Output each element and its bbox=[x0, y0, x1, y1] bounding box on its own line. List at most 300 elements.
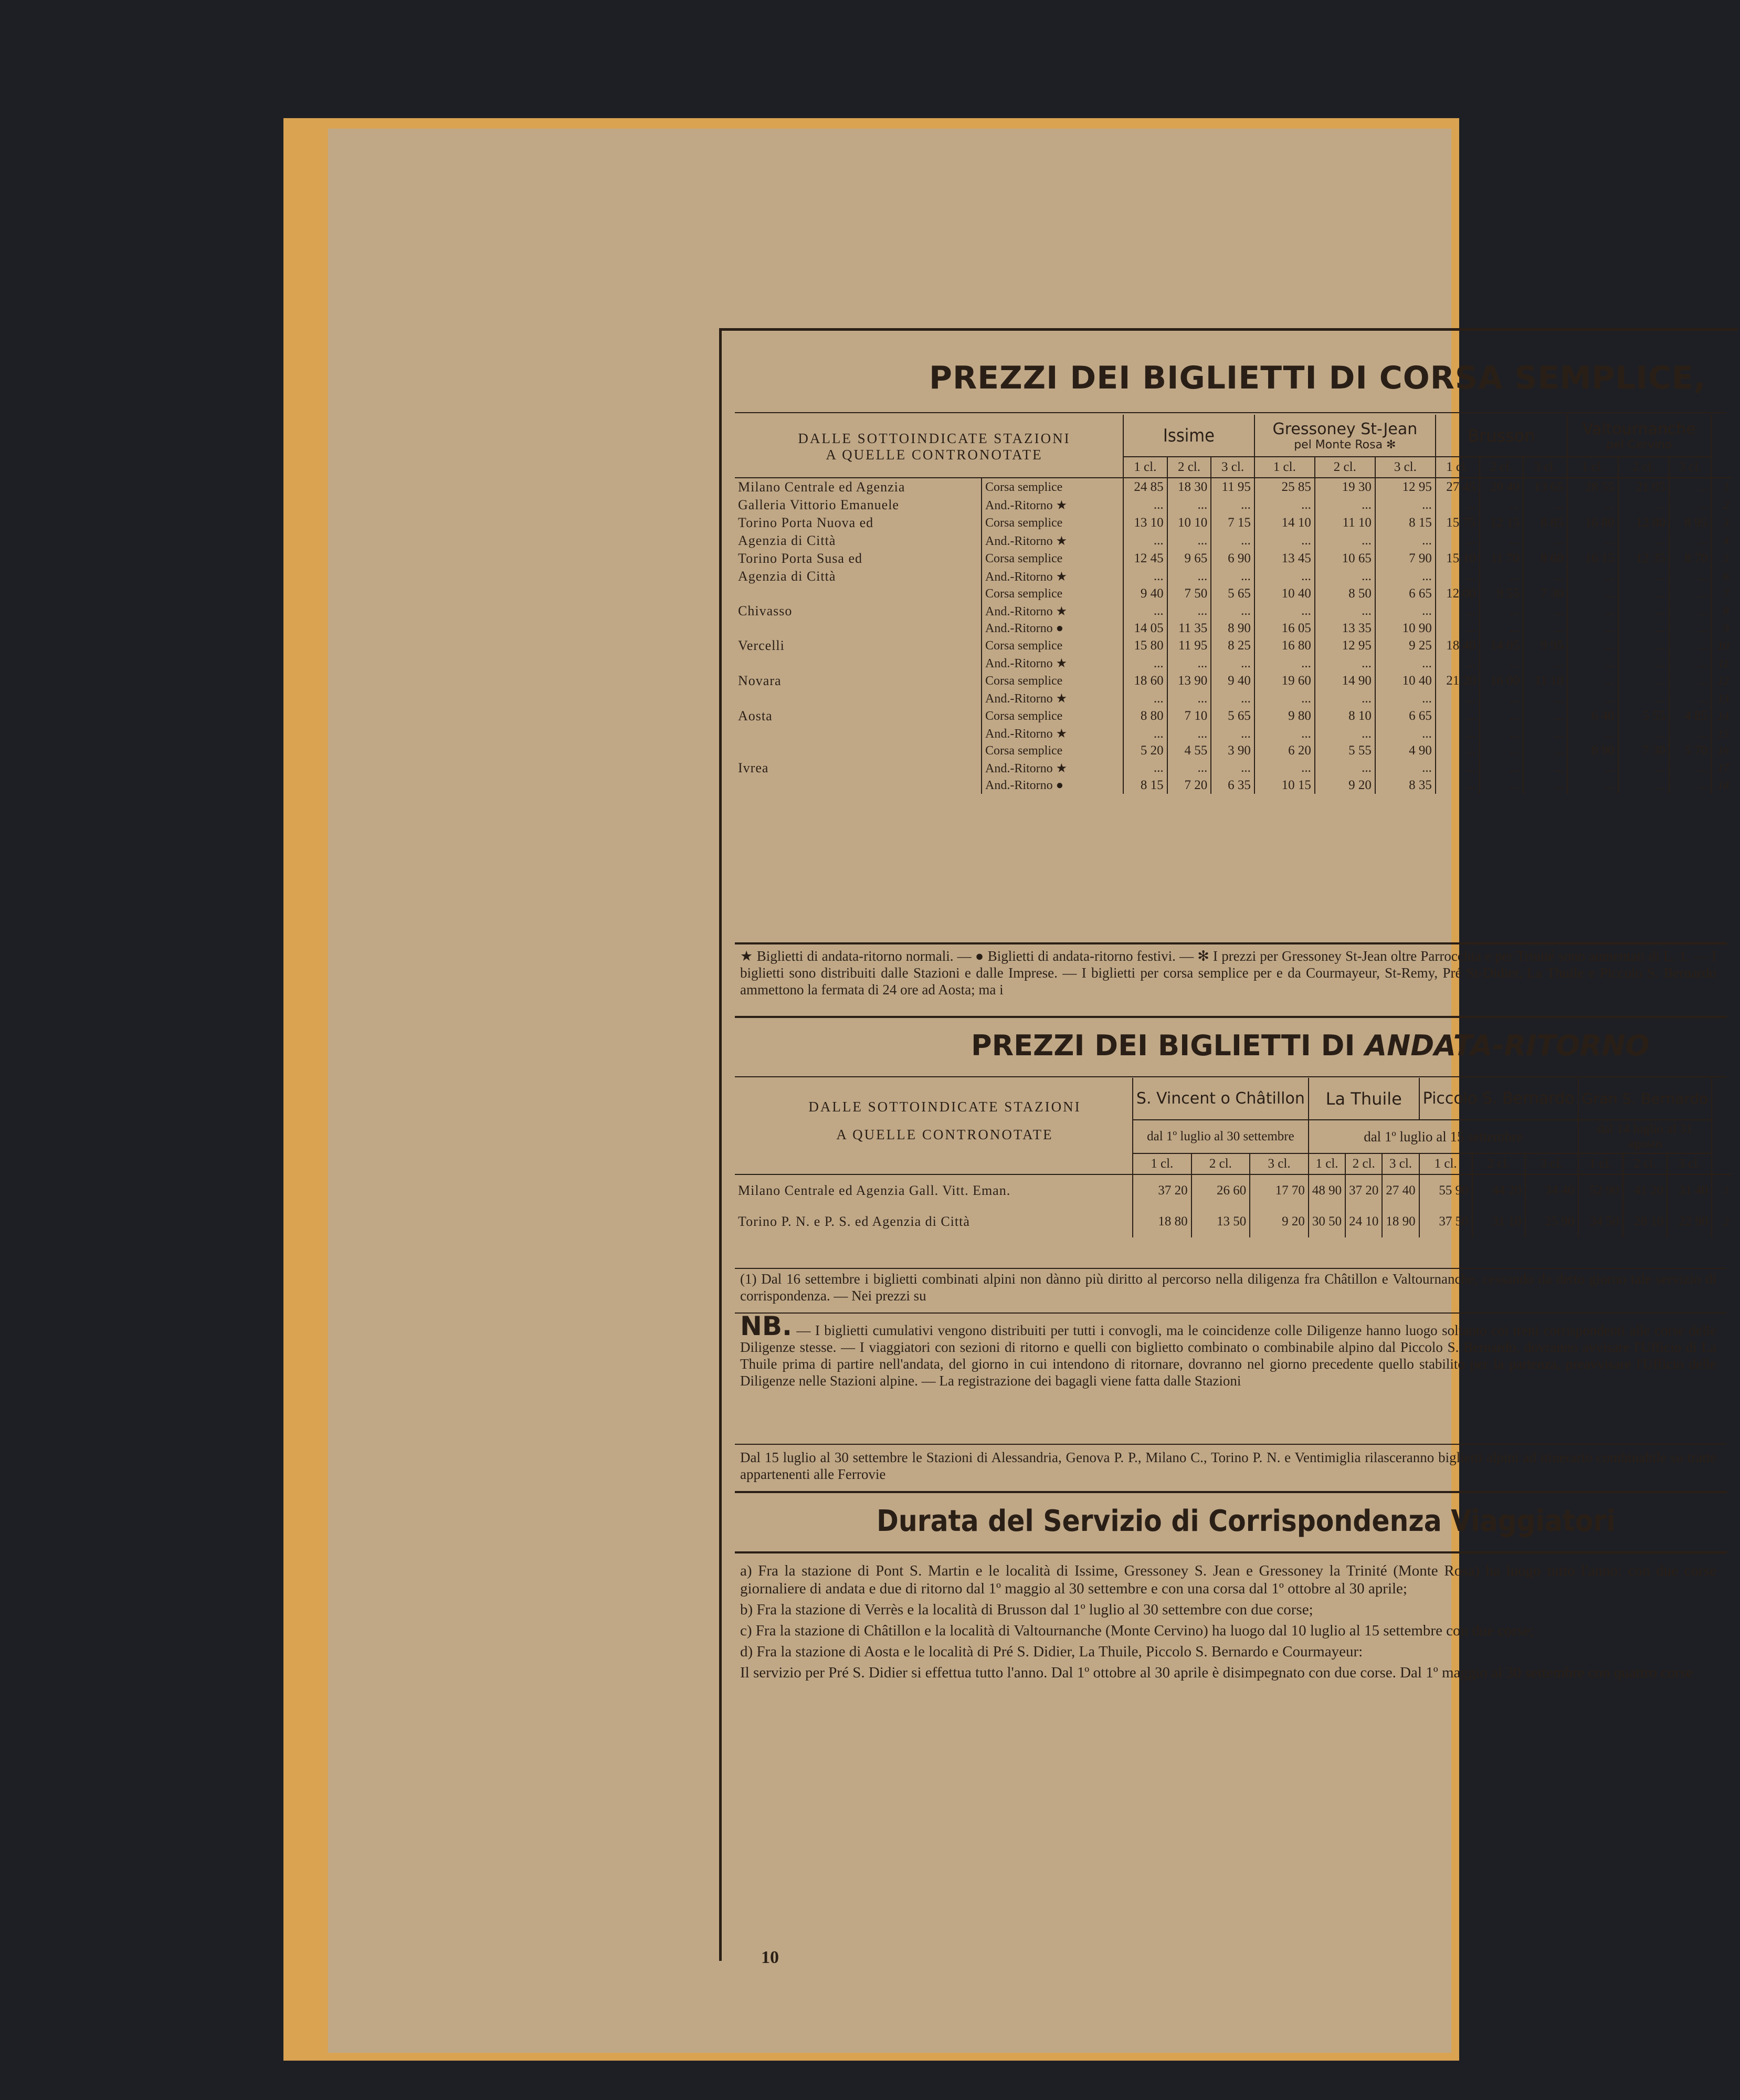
fare-cell: 5 55 bbox=[1315, 742, 1375, 759]
fare-cell: ... bbox=[1523, 707, 1567, 725]
fare-cell: ... bbox=[1167, 725, 1211, 742]
fare-cell: 25 90 bbox=[1525, 1206, 1578, 1237]
title-part: PREZZI DEI BIGLIETTI DI bbox=[971, 1029, 1355, 1062]
class-header: 1 cl. bbox=[1419, 1153, 1472, 1174]
ticket-kind: And.-Ritorno ★ bbox=[982, 602, 1123, 620]
fare-cell: 13 45 bbox=[1254, 550, 1315, 568]
fare-cell: 9 20 bbox=[1315, 777, 1375, 794]
class-header: 1 cl. bbox=[1578, 1153, 1623, 1174]
fare-cell: 24 85 bbox=[1123, 478, 1167, 496]
fare-cell: ... bbox=[1167, 655, 1211, 672]
fare-cell: ... bbox=[1618, 725, 1669, 742]
fare-cell: ... bbox=[1480, 725, 1524, 742]
fare-cell: ... bbox=[1669, 725, 1711, 742]
station-name: Vercelli bbox=[738, 638, 785, 653]
dest-st-vincent: S. Vincent o Châtillon bbox=[1133, 1078, 1309, 1120]
fare-cell: ... bbox=[1669, 690, 1711, 707]
header-line: A QUELLE CONTRONOTATE bbox=[826, 447, 1043, 463]
date-range: dal 1º luglio al 15 settembre bbox=[1309, 1120, 1578, 1153]
class-header: 3 cl. bbox=[1669, 457, 1711, 478]
fare-cell: 18 40 bbox=[1436, 637, 1480, 655]
fare-cell: ... bbox=[1167, 568, 1211, 585]
fare-cell: ... bbox=[1480, 655, 1524, 672]
fare-cell: 12 15 bbox=[1480, 514, 1524, 532]
fare-cell: ... bbox=[1167, 759, 1211, 777]
fare-cell: ... bbox=[1315, 725, 1375, 742]
fare-cell: 31 10 bbox=[1472, 1206, 1525, 1237]
fare-cell: ... bbox=[1669, 672, 1711, 690]
ticket-kind: Corsa semplice bbox=[982, 585, 1123, 602]
line-number: 1 bbox=[1711, 478, 1732, 496]
fare-cell: ... bbox=[1436, 620, 1480, 637]
rule bbox=[735, 412, 1727, 413]
note-alpine-tickets: Dal 15 luglio al 30 settembre le Stazioni di Alessandria, Genova P. P., Milano C., Torino P. N. e Ventimiglia rilasceranno biglietti alpini ad itinerario combinabile su tratte appartenenti alle Ferrovie bbox=[740, 1450, 1716, 1482]
line-no-header bbox=[1711, 457, 1732, 478]
fare-cell: 16 05 bbox=[1254, 620, 1315, 637]
fare-cell: 8 15 bbox=[1375, 514, 1436, 532]
fare-cell: ... bbox=[1436, 602, 1480, 620]
class-header: 2 cl. bbox=[1480, 457, 1524, 478]
station-name bbox=[735, 690, 982, 707]
fare-cell: 6 65 bbox=[1375, 707, 1436, 725]
fare-cell: 8 70 bbox=[1669, 550, 1711, 568]
fare-cell: ... bbox=[1254, 655, 1315, 672]
dest-issime: Issime bbox=[1123, 415, 1254, 457]
dest-gressoney: Gressoney St-Jean pel Monte Rosa ✻ bbox=[1254, 415, 1436, 457]
class-header: 3 cl. bbox=[1250, 1153, 1309, 1174]
fare-cell: ... bbox=[1480, 602, 1524, 620]
table-row bbox=[735, 690, 1732, 707]
fare-cell: ... bbox=[1211, 725, 1254, 742]
fare-cell: ... bbox=[1480, 532, 1524, 550]
table-row bbox=[735, 550, 1732, 568]
fare-cell: ... bbox=[1123, 568, 1167, 585]
fare-cell: 26 60 bbox=[1191, 1174, 1250, 1206]
class-header: 1 cl. bbox=[1567, 457, 1618, 478]
line-number: 13 bbox=[1711, 690, 1732, 707]
line-number: 11 bbox=[1711, 655, 1732, 672]
fare-cell: 13 90 bbox=[1167, 672, 1211, 690]
rule bbox=[735, 1076, 1727, 1077]
fare-cell: ... bbox=[1618, 620, 1669, 637]
fare-cell: 28 55 bbox=[1567, 478, 1618, 496]
fare-cell: ... bbox=[1480, 620, 1524, 637]
fare-cell: 8 80 bbox=[1123, 707, 1167, 725]
line-number: 18 bbox=[1711, 777, 1732, 794]
fare-cell: 18 30 bbox=[1167, 478, 1211, 496]
date-range: dal 14 luglio al 31 agosto bbox=[1578, 1120, 1712, 1153]
fare-cell: 27 45 bbox=[1436, 478, 1480, 496]
fare-cell: 4 90 bbox=[1375, 742, 1436, 759]
station-name: Novara bbox=[738, 673, 782, 688]
station-name: Agenzia di Città bbox=[738, 569, 836, 584]
fare-cell: 6 35 bbox=[1211, 777, 1254, 794]
fare-cell: 14 90 bbox=[1315, 672, 1375, 690]
fare-cell: ... bbox=[1567, 585, 1618, 602]
fare-cell: 8 10 bbox=[1315, 707, 1375, 725]
station-name: Galleria Vittorio Emanuele bbox=[738, 497, 899, 512]
fare-cell: 34 50 bbox=[1578, 1206, 1623, 1237]
header-line: DALLE SOTTOINDICATE STAZIONI bbox=[808, 1099, 1081, 1115]
class-header: 2 cl. bbox=[1167, 457, 1211, 478]
fare-cell: ... bbox=[1618, 585, 1669, 602]
fare-cell: 7 30 bbox=[1618, 742, 1669, 759]
fare-cell: 18 90 bbox=[1382, 1206, 1419, 1237]
table-row bbox=[735, 707, 1732, 725]
notes-single-fares: ★ Biglietti di andata-ritorno normali. — ● Biglietti di andata-ritorno festivi. — ✻ I prezzi per Gressoney St-Jean oltre Parrocchia e per Trinité sono aumentati di L. 1. — I biglietti sono distribuiti dalle Stazioni e dalle Imprese. — I biglietti per corsa semplice per e da Courmayeur, St-Remy, Pré St-Didier, La Thuile e Piccolo S. Bernardo ammettono la fermata di 24 ore ad Aosta; ma i bbox=[740, 948, 1716, 998]
class-header: 2 cl. bbox=[1315, 457, 1375, 478]
fare-cell: ... bbox=[1254, 568, 1315, 585]
fare-cell: ... bbox=[1375, 568, 1436, 585]
fare-cell: 7 15 bbox=[1211, 514, 1254, 532]
fare-cell: 37 50 bbox=[1419, 1206, 1472, 1237]
table-row bbox=[735, 532, 1732, 550]
dest-valtournanche: Valtournanche pel Cervino bbox=[1567, 415, 1711, 457]
class-header: 1 cl. bbox=[1309, 1153, 1345, 1174]
fare-cell: ... bbox=[1567, 620, 1618, 637]
fare-cell: ... bbox=[1480, 759, 1524, 777]
fare-cell: ... bbox=[1480, 777, 1524, 794]
header-line: DALLE SOTTOINDICATE STAZIONI bbox=[798, 430, 1071, 446]
fare-cell: 13 65 bbox=[1523, 478, 1567, 496]
fare-cell: ... bbox=[1254, 725, 1315, 742]
class-header: 1 cl. bbox=[1254, 457, 1315, 478]
printed-page bbox=[719, 328, 1737, 2045]
line-number: 3 bbox=[1711, 514, 1732, 532]
nb-label: NB. bbox=[740, 1311, 792, 1341]
fare-cell: 15 75 bbox=[1436, 514, 1480, 532]
fare-table-return bbox=[735, 1078, 1732, 1237]
fare-cell: 10 65 bbox=[1315, 550, 1375, 568]
fare-cell: ... bbox=[1254, 759, 1315, 777]
fare-cell: ... bbox=[1567, 672, 1618, 690]
fare-cell: 37 20 bbox=[1345, 1174, 1382, 1206]
fare-cell: 28 10 bbox=[1623, 1206, 1668, 1237]
station-name: Chivasso bbox=[738, 603, 793, 618]
fare-cell: ... bbox=[1436, 707, 1480, 725]
fare-cell: ... bbox=[1669, 478, 1711, 496]
line-no-header bbox=[1712, 1153, 1732, 1174]
dest-la-thuile: La Thuile bbox=[1309, 1078, 1419, 1120]
fare-cell: 11 70 bbox=[1480, 550, 1524, 568]
fare-cell: ... bbox=[1523, 602, 1567, 620]
station-name bbox=[735, 620, 982, 637]
fare-cell: ... bbox=[1523, 690, 1567, 707]
station-name: Milano Centrale ed Agenzia bbox=[738, 479, 905, 495]
ticket-kind: Corsa semplice bbox=[982, 478, 1123, 496]
line-number: 9 bbox=[1711, 620, 1732, 637]
fare-cell: 7 20 bbox=[1167, 777, 1211, 794]
fare-cell: ... bbox=[1375, 496, 1436, 514]
line-number: 6 bbox=[1711, 568, 1732, 585]
header-line: A QUELLE CONTRONOTATE bbox=[836, 1127, 1053, 1142]
ticket-kind: And.-Ritorno ★ bbox=[982, 690, 1123, 707]
rule bbox=[735, 942, 1727, 944]
fare-cell: ... bbox=[1523, 725, 1567, 742]
fare-cell: 8 90 bbox=[1567, 742, 1618, 759]
fare-cell: ... bbox=[1567, 690, 1618, 707]
fare-cell: ... bbox=[1618, 655, 1669, 672]
fare-cell: ... bbox=[1618, 690, 1669, 707]
table-row bbox=[735, 1174, 1732, 1206]
ticket-kind: And.-Ritorno ● bbox=[982, 777, 1123, 794]
fare-cell: ... bbox=[1669, 637, 1711, 655]
line-number: 1 bbox=[1712, 1174, 1732, 1206]
fare-cell: ... bbox=[1480, 742, 1524, 759]
date-range: dal 1º luglio al 30 settembre bbox=[1133, 1120, 1309, 1153]
fare-cell: 8 60 bbox=[1523, 550, 1567, 568]
fare-cell: ... bbox=[1523, 777, 1567, 794]
frame-top-rule bbox=[719, 328, 1737, 331]
fare-cell: ... bbox=[1567, 759, 1618, 777]
station-name: Ivrea bbox=[738, 760, 769, 775]
fare-cell: 9 55 bbox=[1480, 585, 1524, 602]
line-number: 16 bbox=[1711, 742, 1732, 759]
fare-cell: 37 20 bbox=[1133, 1174, 1191, 1206]
paper-page bbox=[328, 129, 1729, 2053]
fare-cell: ... bbox=[1436, 532, 1480, 550]
table-row bbox=[735, 620, 1732, 637]
fare-cell: ... bbox=[1254, 602, 1315, 620]
fare-cell: 12 35 bbox=[1618, 550, 1669, 568]
fare-cell: ... bbox=[1567, 532, 1618, 550]
dest-gran-s-bernardo: Gran S. Bernardo bbox=[1578, 1078, 1712, 1120]
table-row bbox=[735, 637, 1732, 655]
duration-b: b) Fra la stazione di Verrès e la località di Brusson dal 1º luglio al 30 settembre con due corse; bbox=[740, 1601, 1313, 1618]
fare-cell: 15 80 bbox=[1123, 637, 1167, 655]
ticket-kind: Corsa semplice bbox=[982, 742, 1123, 759]
fare-cell: 8 90 bbox=[1211, 620, 1254, 637]
fare-cell: 10 15 bbox=[1254, 777, 1315, 794]
fare-cell: ... bbox=[1254, 532, 1315, 550]
fare-cell: 7 30 bbox=[1523, 585, 1567, 602]
fare-cell: ... bbox=[1211, 496, 1254, 514]
fare-cell: 12 00 bbox=[1436, 585, 1480, 602]
fare-cell: ... bbox=[1123, 496, 1167, 514]
fare-cell: 55 90 bbox=[1419, 1174, 1472, 1206]
fare-cell: ... bbox=[1123, 759, 1167, 777]
fare-cell: ... bbox=[1167, 602, 1211, 620]
fare-cell: ... bbox=[1480, 707, 1524, 725]
fare-cell: ... bbox=[1315, 655, 1375, 672]
line-number: 4 bbox=[1711, 532, 1732, 550]
fare-cell: 13 35 bbox=[1315, 620, 1375, 637]
class-header: 2 cl. bbox=[1345, 1153, 1382, 1174]
fare-cell: ... bbox=[1375, 602, 1436, 620]
ticket-kind: And.-Ritorno ★ bbox=[982, 568, 1123, 585]
table-row bbox=[735, 478, 1732, 496]
fare-cell: ... bbox=[1618, 532, 1669, 550]
fare-cell: 6 40 bbox=[1567, 707, 1618, 725]
fare-cell: ... bbox=[1436, 742, 1480, 759]
fare-cell: 7 10 bbox=[1167, 707, 1211, 725]
nb-text: — I biglietti cumulativi vengono distribuiti per tutti i convogli, ma le coincidenze colle Diligenze hanno luogo soltanto coi treni corrispondenti alle corse delle Diligenze stesse. — I viaggiatori con sezioni di ritorno e quelli con biglietto combinato o combinabile alpino dal Piccolo S. Bernardo, dovranno avvisare l'Ufficio di La Thuile prima di partire nell'andata, del giorno in cui intendono di ritornare, dovranno nel giorno precedente quello stabilito per la partenza, preavvisare l'Ufficio delle Diligenze nelle Stazioni alpine. — La registrazione dei bagagli viene fatta dalle Stazioni bbox=[740, 1322, 1717, 1389]
rule bbox=[735, 1491, 1727, 1493]
fare-cell: ... bbox=[1618, 759, 1669, 777]
line-number: 12 bbox=[1711, 672, 1732, 690]
fare-cell: 12 95 bbox=[1375, 478, 1436, 496]
station-name: Agenzia di Città bbox=[738, 533, 836, 548]
table-row bbox=[735, 725, 1732, 742]
fare-cell: ... bbox=[1523, 496, 1567, 514]
fare-cell: 6 65 bbox=[1375, 585, 1436, 602]
table-row bbox=[735, 514, 1732, 532]
ticket-kind: And.-Ritorno ★ bbox=[982, 496, 1123, 514]
fare-cell: ... bbox=[1375, 532, 1436, 550]
fare-cell: 5 20 bbox=[1123, 742, 1167, 759]
rule bbox=[735, 1551, 1727, 1553]
ticket-kind: Corsa semplice bbox=[982, 550, 1123, 568]
fare-cell: 6 20 bbox=[1254, 742, 1315, 759]
fare-cell: ... bbox=[1480, 496, 1524, 514]
fare-cell: 14 05 bbox=[1480, 637, 1524, 655]
station-name bbox=[735, 742, 982, 759]
rule bbox=[735, 1444, 1727, 1445]
fare-cell: ... bbox=[1567, 496, 1618, 514]
fare-cell: 18 60 bbox=[1123, 672, 1167, 690]
fare-cell: 19 60 bbox=[1254, 672, 1315, 690]
fare-cell: 8 25 bbox=[1211, 637, 1254, 655]
fare-cell: 21 20 bbox=[1436, 672, 1480, 690]
fare-cell: 4 55 bbox=[1167, 742, 1211, 759]
station-name: Milano Centrale ed Agenzia Gall. Vitt. Eman. bbox=[738, 1182, 1011, 1198]
class-header: 1 cl. bbox=[1133, 1153, 1191, 1174]
table-row bbox=[735, 496, 1732, 514]
line-number: 17 bbox=[1711, 759, 1732, 777]
class-header: 2 cl. bbox=[1191, 1153, 1250, 1174]
fare-cell: 24 10 bbox=[1345, 1206, 1382, 1237]
fare-cell: 27 40 bbox=[1382, 1174, 1419, 1206]
fare-cell: 9 25 bbox=[1375, 637, 1436, 655]
fare-cell: ... bbox=[1480, 690, 1524, 707]
fare-cell: 12 80 bbox=[1618, 514, 1669, 532]
fare-cell: 3 90 bbox=[1211, 742, 1254, 759]
fare-cell: 11 35 bbox=[1167, 620, 1211, 637]
fare-cell: 8 15 bbox=[1123, 777, 1167, 794]
fare-cell: ... bbox=[1669, 620, 1711, 637]
table-row bbox=[735, 602, 1732, 620]
fare-cell: ... bbox=[1618, 602, 1669, 620]
fare-cell: 16 00 bbox=[1480, 672, 1524, 690]
fare-cell: ... bbox=[1669, 777, 1711, 794]
fare-cell: ... bbox=[1669, 496, 1711, 514]
fare-cell: ... bbox=[1167, 690, 1211, 707]
fare-cell: 9 40 bbox=[1123, 585, 1167, 602]
duration-d: d) Fra la stazione di Aosta e le località di Pré S. Didier, La Thuile, Piccolo S. Bernardo e Courmayeur: bbox=[740, 1643, 1363, 1660]
service-duration-list bbox=[740, 1562, 1716, 1682]
fare-cell: 12 95 bbox=[1315, 637, 1375, 655]
fare-cell: ... bbox=[1211, 690, 1254, 707]
fare-cell: ... bbox=[1618, 637, 1669, 655]
fare-cell: ... bbox=[1523, 532, 1567, 550]
fare-cell: 9 40 bbox=[1211, 672, 1254, 690]
class-header: 2 cl. bbox=[1623, 1153, 1668, 1174]
fare-cell: 13 50 bbox=[1191, 1206, 1250, 1237]
rule bbox=[735, 1268, 1727, 1269]
fare-cell: ... bbox=[1567, 655, 1618, 672]
rule bbox=[735, 1312, 1727, 1314]
fare-cell: 8 85 bbox=[1523, 514, 1567, 532]
fare-cell: ... bbox=[1567, 637, 1618, 655]
fare-cell: ... bbox=[1375, 759, 1436, 777]
fare-cell: ... bbox=[1523, 655, 1567, 672]
dest-brusson: Brusson bbox=[1436, 415, 1567, 457]
fare-cell: 16 80 bbox=[1254, 637, 1315, 655]
fare-cell: ... bbox=[1436, 725, 1480, 742]
fare-cell: 21 05 bbox=[1618, 478, 1669, 496]
rule bbox=[735, 1016, 1727, 1018]
fare-cell: ... bbox=[1211, 602, 1254, 620]
fare-cell: 10 40 bbox=[1254, 585, 1315, 602]
fare-cell: ... bbox=[1167, 496, 1211, 514]
fare-cell: 30 50 bbox=[1309, 1206, 1345, 1237]
table-row bbox=[735, 585, 1732, 602]
fare-cell: 18 80 bbox=[1133, 1206, 1191, 1237]
class-header: 3 cl. bbox=[1382, 1153, 1419, 1174]
fare-cell: ... bbox=[1315, 496, 1375, 514]
fare-cell: 19 30 bbox=[1315, 478, 1375, 496]
duration-c: c) Fra la stazione di Châtillon e la località di Valtournanche (Monte Cervino) ha luogo dal 10 luglio al 15 settembre con due corse; bbox=[740, 1622, 1534, 1639]
fare-cell: ... bbox=[1618, 672, 1669, 690]
fare-cell: 10 90 bbox=[1375, 620, 1436, 637]
ticket-kind: Corsa semplice bbox=[982, 707, 1123, 725]
note-combined-tickets: (1) Dal 16 settembre i biglietti combinati alpini non dànno più diritto al percorso nella diligenza fra Châtillon e Valtournanche, cessando da detto giorno tale servizio di corrispondenza. — Nei prezzi su bbox=[740, 1271, 1716, 1304]
page-number: 10 bbox=[761, 1948, 779, 1967]
fare-cell: ... bbox=[1123, 532, 1167, 550]
fare-cell: ... bbox=[1436, 777, 1480, 794]
fare-cell: ... bbox=[1567, 568, 1618, 585]
title-durata-servizio: Durata del Servizio di Corrispondenza Viaggiatori bbox=[877, 1504, 1616, 1538]
fare-cell: ... bbox=[1436, 655, 1480, 672]
fare-cell: ... bbox=[1315, 602, 1375, 620]
fare-cell: 9 20 bbox=[1250, 1206, 1309, 1237]
table-row bbox=[735, 777, 1732, 794]
fare-cell: 25 85 bbox=[1254, 478, 1315, 496]
fare-cell: ... bbox=[1167, 532, 1211, 550]
station-name: Aosta bbox=[738, 708, 773, 723]
fare-cell: ... bbox=[1315, 568, 1375, 585]
fare-cell: 10 10 bbox=[1167, 514, 1211, 532]
fare-cell: ... bbox=[1523, 759, 1567, 777]
fare-cell: ... bbox=[1618, 777, 1669, 794]
class-header: 2 cl. bbox=[1472, 1153, 1525, 1174]
title-andata-ritorno bbox=[971, 1029, 1650, 1062]
fare-cell: ... bbox=[1523, 568, 1567, 585]
fare-cell: 9 80 bbox=[1254, 707, 1315, 725]
nb-paragraph bbox=[740, 1311, 1717, 1389]
fare-cell: ... bbox=[1436, 759, 1480, 777]
class-header: 3 cl. bbox=[1375, 457, 1436, 478]
title-part: ANDATA-RITORNO bbox=[1365, 1029, 1650, 1062]
station-name bbox=[735, 777, 982, 794]
fare-cell: ... bbox=[1375, 690, 1436, 707]
fare-cell: ... bbox=[1567, 777, 1618, 794]
fare-cell: 16 80 bbox=[1567, 514, 1618, 532]
ticket-kind: And.-Ritorno ● bbox=[982, 620, 1123, 637]
class-header: 3 cl. bbox=[1525, 1153, 1578, 1174]
ticket-kind: And.-Ritorno ★ bbox=[982, 655, 1123, 672]
station-name bbox=[735, 725, 982, 742]
table-row bbox=[735, 759, 1732, 777]
fare-cell: 17 70 bbox=[1250, 1174, 1309, 1206]
fare-cell: 41 20 bbox=[1623, 1174, 1668, 1206]
fare-cell: ... bbox=[1523, 620, 1567, 637]
fare-cell: ... bbox=[1211, 655, 1254, 672]
fare-cell: 5 55 bbox=[1618, 707, 1669, 725]
fare-cell: 15 10 bbox=[1436, 550, 1480, 568]
line-number: 15 bbox=[1711, 725, 1732, 742]
class-header: 3 cl. bbox=[1667, 1153, 1712, 1174]
